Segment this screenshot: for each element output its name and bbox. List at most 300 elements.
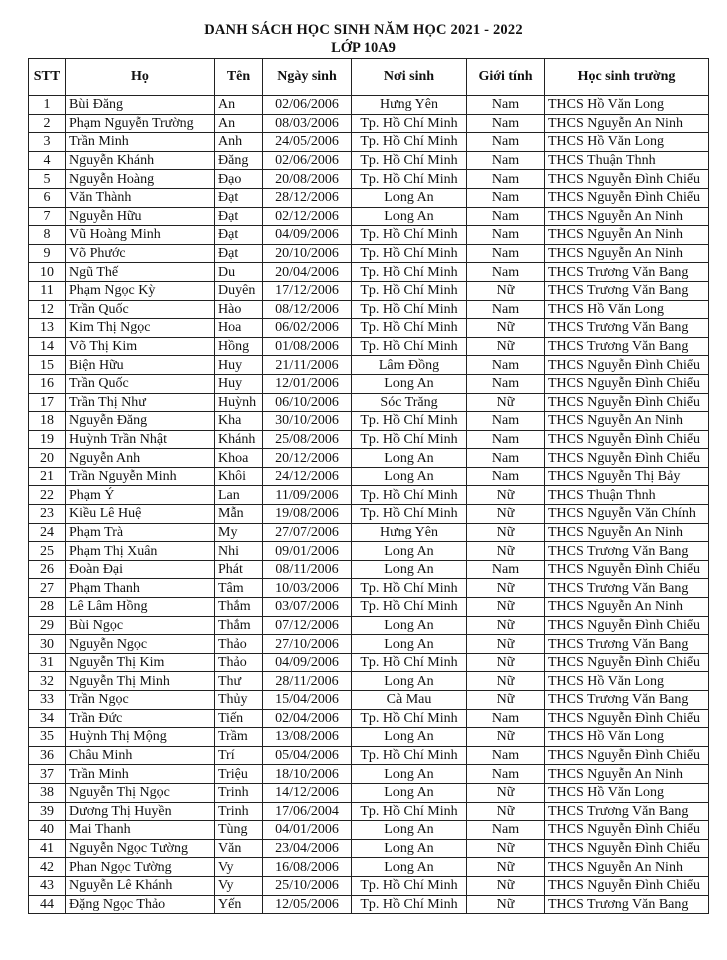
cell-noi-sinh: Hưng Yên [352,523,467,542]
table-row [29,635,709,654]
cell-ngay-sinh: 28/11/2006 [263,672,352,691]
cell-noi-sinh: Tp. Hồ Chí Minh [352,876,467,895]
table-header-row [29,59,709,96]
cell-truong: THCS Nguyễn Đình Chiểu [545,653,709,672]
table-row [29,523,709,542]
cell-stt: 3 [29,133,66,152]
cell-ten: Triệu [215,765,263,784]
cell-ten: Huỳnh [215,393,263,412]
cell-gioi-tinh: Nữ [467,876,545,895]
cell-stt: 23 [29,505,66,524]
cell-gioi-tinh: Nữ [467,281,545,300]
cell-noi-sinh: Long An [352,672,467,691]
cell-gioi-tinh: Nam [467,263,545,282]
cell-ten: Đạt [215,226,263,245]
cell-ho: Võ Thị Kim [66,337,215,356]
cell-stt: 35 [29,728,66,747]
cell-ngay-sinh: 25/10/2006 [263,876,352,895]
cell-stt: 16 [29,374,66,393]
cell-ngay-sinh: 03/07/2006 [263,598,352,617]
cell-truong: THCS Nguyễn An Ninh [545,412,709,431]
cell-stt: 30 [29,635,66,654]
cell-gioi-tinh: Nam [467,430,545,449]
cell-stt: 29 [29,616,66,635]
cell-ho: Nguyễn Lê Khánh [66,876,215,895]
cell-noi-sinh: Tp. Hồ Chí Minh [352,226,467,245]
cell-noi-sinh: Long An [352,821,467,840]
table-row [29,542,709,561]
cell-ten: Thắm [215,616,263,635]
cell-noi-sinh: Tp. Hồ Chí Minh [352,709,467,728]
cell-ngay-sinh: 21/11/2006 [263,356,352,375]
cell-truong: THCS Trương Văn Bang [545,895,709,914]
header-ten: Tên [215,59,263,96]
cell-stt: 34 [29,709,66,728]
table-row [29,244,709,263]
cell-ngay-sinh: 12/01/2006 [263,374,352,393]
cell-ngay-sinh: 02/12/2006 [263,207,352,226]
table-row [29,430,709,449]
cell-ten: Vy [215,858,263,877]
cell-gioi-tinh: Nam [467,821,545,840]
cell-ho: Nguyễn Hoàng [66,170,215,189]
table-row [29,114,709,133]
cell-stt: 25 [29,542,66,561]
table-row [29,691,709,710]
cell-gioi-tinh: Nam [467,412,545,431]
cell-truong: THCS Nguyễn An Ninh [545,598,709,617]
cell-ho: Vũ Hoàng Minh [66,226,215,245]
table-body [29,96,709,914]
table-row [29,281,709,300]
cell-noi-sinh: Tp. Hồ Chí Minh [352,430,467,449]
cell-ho: Bùi Ngọc [66,616,215,635]
cell-ten: Trinh [215,802,263,821]
cell-truong: THCS Nguyễn Đình Chiểu [545,839,709,858]
table-row [29,598,709,617]
cell-truong: THCS Nguyễn Đình Chiểu [545,356,709,375]
cell-gioi-tinh: Nam [467,133,545,152]
cell-truong: THCS Trương Văn Bang [545,802,709,821]
cell-truong: THCS Nguyễn Đình Chiểu [545,821,709,840]
cell-ten: Đạt [215,244,263,263]
cell-ho: Trần Quốc [66,300,215,319]
cell-stt: 20 [29,449,66,468]
cell-truong: THCS Nguyễn An Ninh [545,765,709,784]
cell-ho: Phạm Ý [66,486,215,505]
cell-ten: Vy [215,876,263,895]
cell-ten: Hoa [215,319,263,338]
cell-ngay-sinh: 01/08/2006 [263,337,352,356]
cell-noi-sinh: Long An [352,374,467,393]
cell-ten: Tiến [215,709,263,728]
cell-stt: 6 [29,188,66,207]
cell-ho: Biện Hữu [66,356,215,375]
cell-noi-sinh: Cà Mau [352,691,467,710]
cell-noi-sinh: Tp. Hồ Chí Minh [352,486,467,505]
cell-ho: Nguyễn Thị Ngọc [66,783,215,802]
cell-truong: THCS Nguyễn Đình Chiểu [545,449,709,468]
cell-truong: THCS Thuận Thnh [545,151,709,170]
cell-ten: Khoa [215,449,263,468]
cell-noi-sinh: Tp. Hồ Chí Minh [352,133,467,152]
cell-noi-sinh: Long An [352,542,467,561]
cell-ngay-sinh: 08/11/2006 [263,560,352,579]
cell-ngay-sinh: 14/12/2006 [263,783,352,802]
cell-gioi-tinh: Nữ [467,858,545,877]
cell-gioi-tinh: Nam [467,96,545,115]
cell-ngay-sinh: 30/10/2006 [263,412,352,431]
cell-noi-sinh: Long An [352,449,467,468]
cell-noi-sinh: Tp. Hồ Chí Minh [352,114,467,133]
cell-gioi-tinh: Nữ [467,542,545,561]
cell-truong: THCS Nguyễn An Ninh [545,858,709,877]
cell-ho: Huỳnh Trần Nhật [66,430,215,449]
cell-stt: 21 [29,467,66,486]
cell-ten: Đạt [215,188,263,207]
cell-ho: Kiều Lê Huệ [66,505,215,524]
cell-truong: THCS Hồ Văn Long [545,96,709,115]
cell-ten: Du [215,263,263,282]
cell-ten: Đạo [215,170,263,189]
cell-stt: 39 [29,802,66,821]
cell-ngay-sinh: 06/02/2006 [263,319,352,338]
cell-ngay-sinh: 16/08/2006 [263,858,352,877]
table-row [29,821,709,840]
table-row [29,226,709,245]
cell-stt: 31 [29,653,66,672]
cell-ngay-sinh: 27/10/2006 [263,635,352,654]
cell-noi-sinh: Tp. Hồ Chí Minh [352,579,467,598]
table-row [29,151,709,170]
cell-truong: THCS Nguyễn An Ninh [545,114,709,133]
table-row [29,653,709,672]
cell-noi-sinh: Tp. Hồ Chí Minh [352,281,467,300]
cell-ten: Thủy [215,691,263,710]
cell-truong: THCS Hồ Văn Long [545,133,709,152]
cell-gioi-tinh: Nam [467,765,545,784]
cell-truong: THCS Nguyễn Đình Chiểu [545,188,709,207]
cell-ngay-sinh: 24/12/2006 [263,467,352,486]
cell-ten: Kha [215,412,263,431]
table-row [29,783,709,802]
cell-stt: 4 [29,151,66,170]
cell-truong: THCS Trương Văn Bang [545,281,709,300]
cell-noi-sinh: Tp. Hồ Chí Minh [352,505,467,524]
cell-ten: Văn [215,839,263,858]
cell-ngay-sinh: 25/08/2006 [263,430,352,449]
cell-ten: Nhi [215,542,263,561]
cell-stt: 40 [29,821,66,840]
cell-gioi-tinh: Nam [467,151,545,170]
cell-ho: Trần Minh [66,133,215,152]
cell-ten: Huy [215,356,263,375]
cell-ho: Trần Thị Như [66,393,215,412]
cell-truong: THCS Nguyễn Đình Chiểu [545,709,709,728]
cell-ten: Mẫn [215,505,263,524]
table-row [29,319,709,338]
table-row [29,412,709,431]
cell-ten: Hào [215,300,263,319]
cell-gioi-tinh: Nữ [467,616,545,635]
table-row [29,207,709,226]
student-table [28,58,709,914]
cell-ngay-sinh: 02/06/2006 [263,151,352,170]
cell-ngay-sinh: 28/12/2006 [263,188,352,207]
cell-noi-sinh: Tp. Hồ Chí Minh [352,337,467,356]
cell-gioi-tinh: Nam [467,226,545,245]
cell-stt: 44 [29,895,66,914]
cell-ngay-sinh: 02/04/2006 [263,709,352,728]
cell-truong: THCS Trương Văn Bang [545,263,709,282]
cell-truong: THCS Nguyễn Đình Chiểu [545,616,709,635]
cell-ho: Đoàn Đại [66,560,215,579]
cell-ngay-sinh: 18/10/2006 [263,765,352,784]
table-row [29,263,709,282]
cell-stt: 9 [29,244,66,263]
cell-stt: 18 [29,412,66,431]
cell-noi-sinh: Tp. Hồ Chí Minh [352,319,467,338]
cell-ho: Trần Quốc [66,374,215,393]
cell-ten: Phát [215,560,263,579]
cell-gioi-tinh: Nữ [467,579,545,598]
cell-stt: 28 [29,598,66,617]
cell-gioi-tinh: Nam [467,467,545,486]
header-gioi-tinh: Giới tính [467,59,545,96]
cell-ten: Trí [215,746,263,765]
cell-ho: Đặng Ngọc Thảo [66,895,215,914]
cell-gioi-tinh: Nam [467,709,545,728]
cell-stt: 22 [29,486,66,505]
cell-truong: THCS Thuận Thnh [545,486,709,505]
header-noi-sinh: Nơi sinh [352,59,467,96]
cell-stt: 14 [29,337,66,356]
cell-noi-sinh: Lâm Đồng [352,356,467,375]
table-row [29,449,709,468]
cell-ten: Lan [215,486,263,505]
table-row [29,802,709,821]
cell-ho: Nguyễn Khánh [66,151,215,170]
cell-noi-sinh: Long An [352,207,467,226]
cell-gioi-tinh: Nam [467,449,545,468]
cell-ten: Tùng [215,821,263,840]
cell-gioi-tinh: Nam [467,746,545,765]
cell-ngay-sinh: 27/07/2006 [263,523,352,542]
cell-truong: THCS Hồ Văn Long [545,300,709,319]
cell-ho: Văn Thành [66,188,215,207]
cell-ho: Trần Nguyễn Minh [66,467,215,486]
cell-ten: Khôi [215,467,263,486]
cell-gioi-tinh: Nữ [467,523,545,542]
cell-stt: 8 [29,226,66,245]
table-row [29,858,709,877]
cell-noi-sinh: Tp. Hồ Chí Minh [352,170,467,189]
cell-ten: Trầm [215,728,263,747]
cell-ho: Trần Đức [66,709,215,728]
cell-ngay-sinh: 04/01/2006 [263,821,352,840]
table-row [29,505,709,524]
cell-stt: 38 [29,783,66,802]
cell-truong: THCS Trương Văn Bang [545,691,709,710]
cell-gioi-tinh: Nữ [467,839,545,858]
cell-stt: 33 [29,691,66,710]
cell-ten: Đạt [215,207,263,226]
class-subtitle: LỚP 10A9 [331,40,396,56]
cell-truong: THCS Nguyễn Đình Chiểu [545,876,709,895]
cell-truong: THCS Nguyễn Văn Chính [545,505,709,524]
cell-ten: Yến [215,895,263,914]
cell-gioi-tinh: Nam [467,244,545,263]
cell-ngay-sinh: 06/10/2006 [263,393,352,412]
cell-stt: 41 [29,839,66,858]
cell-ho: Kim Thị Ngọc [66,319,215,338]
cell-stt: 19 [29,430,66,449]
table-row [29,765,709,784]
cell-truong: THCS Trương Văn Bang [545,635,709,654]
cell-ngay-sinh: 12/05/2006 [263,895,352,914]
cell-ho: Châu Minh [66,746,215,765]
cell-gioi-tinh: Nữ [467,783,545,802]
table-row [29,579,709,598]
cell-gioi-tinh: Nam [467,188,545,207]
cell-ngay-sinh: 20/08/2006 [263,170,352,189]
cell-noi-sinh: Long An [352,467,467,486]
cell-noi-sinh: Tp. Hồ Chí Minh [352,802,467,821]
cell-stt: 42 [29,858,66,877]
table-row [29,839,709,858]
cell-ho: Võ Phước [66,244,215,263]
cell-truong: THCS Nguyễn An Ninh [545,523,709,542]
cell-ho: Phạm Trà [66,523,215,542]
cell-ten: Tâm [215,579,263,598]
cell-noi-sinh: Long An [352,765,467,784]
cell-ho: Nguyễn Anh [66,449,215,468]
cell-gioi-tinh: Nữ [467,672,545,691]
table-row [29,96,709,115]
cell-ho: Nguyễn Thị Kim [66,653,215,672]
cell-stt: 1 [29,96,66,115]
table-row [29,337,709,356]
cell-noi-sinh: Long An [352,783,467,802]
cell-truong: THCS Nguyễn Đình Chiểu [545,170,709,189]
cell-ten: Duyên [215,281,263,300]
cell-ngay-sinh: 19/08/2006 [263,505,352,524]
cell-gioi-tinh: Nữ [467,895,545,914]
cell-ngay-sinh: 10/03/2006 [263,579,352,598]
header-stt: STT [29,59,66,96]
header-truong: Học sinh trường [545,59,709,96]
cell-stt: 32 [29,672,66,691]
cell-noi-sinh: Tp. Hồ Chí Minh [352,300,467,319]
cell-truong: THCS Hồ Văn Long [545,672,709,691]
cell-ten: Thư [215,672,263,691]
cell-gioi-tinh: Nữ [467,319,545,338]
cell-noi-sinh: Tp. Hồ Chí Minh [352,895,467,914]
cell-ten: An [215,114,263,133]
cell-truong: THCS Hồ Văn Long [545,728,709,747]
cell-gioi-tinh: Nữ [467,691,545,710]
cell-gioi-tinh: Nam [467,356,545,375]
cell-noi-sinh: Tp. Hồ Chí Minh [352,412,467,431]
cell-stt: 27 [29,579,66,598]
cell-truong: THCS Nguyễn An Ninh [545,244,709,263]
table-row [29,895,709,914]
table-row [29,393,709,412]
cell-gioi-tinh: Nam [467,560,545,579]
cell-stt: 15 [29,356,66,375]
cell-truong: THCS Trương Văn Bang [545,542,709,561]
cell-ho: Lê Lâm Hồng [66,598,215,617]
cell-ho: Phan Ngọc Tường [66,858,215,877]
cell-ngay-sinh: 17/06/2004 [263,802,352,821]
cell-truong: THCS Nguyễn An Ninh [545,207,709,226]
cell-noi-sinh: Tp. Hồ Chí Minh [352,746,467,765]
table-row [29,133,709,152]
table-row [29,876,709,895]
cell-ho: Nguyễn Thị Minh [66,672,215,691]
cell-ten: Thảo [215,635,263,654]
cell-ngay-sinh: 15/04/2006 [263,691,352,710]
cell-ho: Dương Thị Huyền [66,802,215,821]
cell-stt: 11 [29,281,66,300]
cell-gioi-tinh: Nam [467,374,545,393]
cell-ho: Phạm Ngọc Kỳ [66,281,215,300]
table-row [29,616,709,635]
cell-ho: Ngũ Thế [66,263,215,282]
cell-ten: Khánh [215,430,263,449]
cell-truong: THCS Trương Văn Bang [545,579,709,598]
table-row [29,374,709,393]
cell-ngay-sinh: 13/08/2006 [263,728,352,747]
cell-ten: Trinh [215,783,263,802]
table-row [29,709,709,728]
cell-ngay-sinh: 20/04/2006 [263,263,352,282]
cell-ten: Thảo [215,653,263,672]
cell-noi-sinh: Long An [352,858,467,877]
cell-ho: Nguyễn Hữu [66,207,215,226]
cell-gioi-tinh: Nam [467,300,545,319]
cell-ten: Hồng [215,337,263,356]
document-title: DANH SÁCH HỌC SINH NĂM HỌC 2021 - 2022 [204,22,523,38]
cell-noi-sinh: Long An [352,635,467,654]
table-row [29,486,709,505]
cell-gioi-tinh: Nam [467,114,545,133]
cell-stt: 43 [29,876,66,895]
cell-ten: Huy [215,374,263,393]
cell-stt: 26 [29,560,66,579]
cell-noi-sinh: Long An [352,560,467,579]
cell-truong: THCS Nguyễn An Ninh [545,226,709,245]
cell-truong: THCS Nguyễn Thị Bảy [545,467,709,486]
cell-stt: 7 [29,207,66,226]
cell-gioi-tinh: Nữ [467,635,545,654]
cell-ho: Nguyễn Ngọc Tường [66,839,215,858]
cell-noi-sinh: Long An [352,728,467,747]
cell-gioi-tinh: Nữ [467,486,545,505]
cell-truong: THCS Trương Văn Bang [545,319,709,338]
cell-ngay-sinh: 20/10/2006 [263,244,352,263]
cell-noi-sinh: Tp. Hồ Chí Minh [352,653,467,672]
header-ngay-sinh: Ngày sinh [263,59,352,96]
table-row [29,356,709,375]
cell-ngay-sinh: 02/06/2006 [263,96,352,115]
cell-ho: Nguyễn Ngọc [66,635,215,654]
cell-ho: Trần Minh [66,765,215,784]
cell-noi-sinh: Long An [352,839,467,858]
cell-stt: 5 [29,170,66,189]
cell-ten: Anh [215,133,263,152]
cell-ten: An [215,96,263,115]
